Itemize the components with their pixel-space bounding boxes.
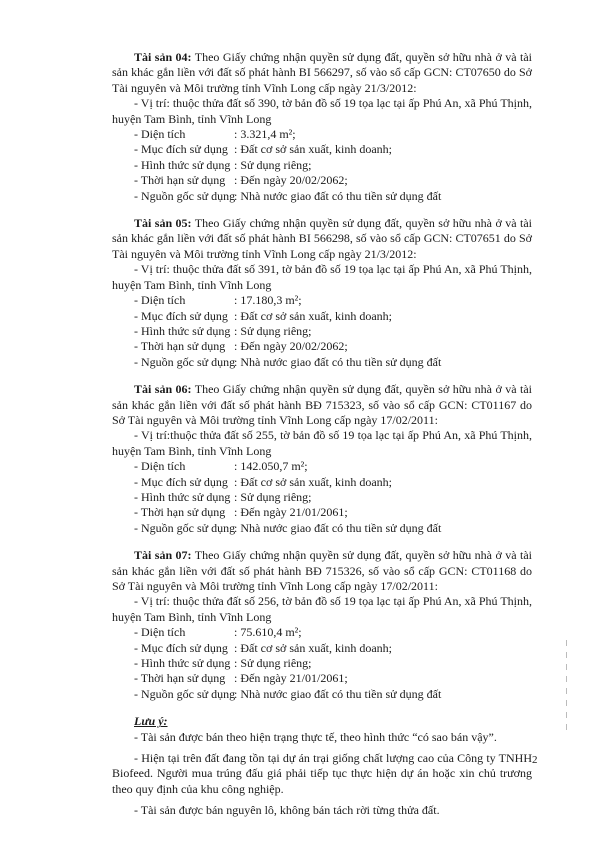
prop-area: - Diện tích : 75.610,4 m²;	[134, 625, 302, 640]
notes-section	[112, 714, 532, 818]
asset-intro: Tài sản 07: Theo Giấy chứng nhận quyền sử dụng đất, quyền sở hữu nhà ở và tài sản khác gắn liền với đất số phát hành BĐ 715326, số vào sổ cấp GCN: CT01168 do Sở Tài nguyên và Môi trường tỉnh Vĩnh Long cấp ngày 17/02/2011:	[112, 548, 532, 593]
asset-intro: Tài sản 06: Theo Giấy chứng nhận quyền sử dụng đất, quyền sở hữu nhà ở và tài sản khác gắn liền với đất số phát hành BĐ 715323, số vào sổ cấp GCN: CT01167 do Sở Tài nguyên và Môi trường tỉnh Vĩnh Long cấp ngày 17/02/2011:	[112, 382, 532, 427]
prop-origin: - Nguồn gốc sử dụng : Nhà nước giao đất có thu tiền sử dụng đất	[134, 188, 442, 203]
prop-form: - Hình thức sử dụng : Sử dụng riêng;	[134, 489, 312, 504]
asset-title: Tài sản 05:	[134, 216, 192, 231]
prop-origin: - Nguồn gốc sử dụng : Nhà nước giao đất có thu tiền sử dụng đất	[134, 520, 442, 535]
asset-intro: Tài sản 04: Theo Giấy chứng nhận quyền sử dụng đất, quyền sở hữu nhà ở và tài sản khác gắn liền với đất số phát hành BI 566297, số vào sổ cấp GCN: CT07650 do Sở Tài nguyên và Môi trường tỉnh Vĩnh Long cấp ngày 21/3/2012:	[112, 50, 532, 95]
asset-location: - Vị trí: thuộc thửa đất số 391, tờ bản đồ số 19 tọa lạc tại ấp Phú An, xã Phú Thịnh, huyện Tam Bình, tỉnh Vĩnh Long	[112, 262, 532, 292]
prop-term: - Thời hạn sử dụng : Đến ngày 21/01/2061;	[134, 671, 348, 686]
prop-area: - Diện tích : 3.321,4 m²;	[134, 127, 296, 142]
note-item: - Tài sản được bán theo hiện trạng thực tế, theo hình thức “có sao bán vậy”.	[134, 729, 497, 744]
prop-area: - Diện tích : 17.180,3 m²;	[134, 293, 302, 308]
asset-title: Tài sản 06:	[134, 382, 192, 397]
asset-title: Tài sản 04:	[134, 50, 192, 64]
binding-marks	[566, 640, 568, 740]
prop-term: - Thời hạn sử dụng : Đến ngày 20/02/2062;	[134, 339, 348, 354]
page-number: 2	[532, 754, 538, 766]
document-page	[112, 50, 532, 825]
prop-form: - Hình thức sử dụng : Sử dụng riêng;	[134, 323, 312, 338]
prop-origin: - Nguồn gốc sử dụng : Nhà nước giao đất có thu tiền sử dụng đất	[134, 354, 442, 369]
prop-origin: - Nguồn gốc sử dụng : Nhà nước giao đất có thu tiền sử dụng đất	[134, 686, 442, 701]
asset-location: - Vị trí: thuộc thửa đất số 256, tờ bản đồ số 19 tọa lạc tại ấp Phú An, xã Phú Thịnh, huyện Tam Bình, tỉnh Vĩnh Long	[112, 594, 532, 624]
asset-04	[112, 50, 532, 204]
prop-purpose: - Mục đích sử dụng : Đất cơ sở sản xuất, kinh doanh;	[134, 640, 392, 655]
prop-form: - Hình thức sử dụng : Sử dụng riêng;	[134, 656, 312, 671]
prop-purpose: - Mục đích sử dụng : Đất cơ sở sản xuất, kinh doanh;	[134, 474, 392, 489]
prop-term: - Thời hạn sử dụng : Đến ngày 21/01/2061;	[134, 505, 348, 520]
asset-title: Tài sản 07:	[134, 548, 192, 563]
prop-area: - Diện tích : 142.050,7 m²;	[134, 459, 308, 474]
asset-location: - Vị trí: thuộc thửa đất số 390, tờ bản đồ số 19 tọa lạc tại ấp Phú An, xã Phú Thịnh, huyện Tam Bình, tỉnh Vĩnh Long	[112, 96, 532, 126]
notes-heading: Lưu ý:	[134, 714, 168, 729]
note-item: - Tài sản được bán nguyên lô, không bán tách rời từng thửa đất.	[134, 803, 440, 818]
asset-intro: Tài sản 05: Theo Giấy chứng nhận quyền sử dụng đất, quyền sở hữu nhà ở và tài sản khác gắn liền với đất số phát hành BI 566298, số vào sổ cấp GCN: CT07651 do Sở Tài nguyên và Môi trường tỉnh Vĩnh Long cấp ngày 21/3/2012:	[112, 216, 532, 261]
asset-06	[112, 382, 532, 536]
asset-location: - Vị trí:thuộc thửa đất số 255, tờ bản đồ số 19 tọa lạc tại ấp Phú An, xã Phú Thịnh, huyện Tam Bình, tỉnh Vĩnh Long	[112, 428, 532, 458]
prop-form: - Hình thức sử dụng : Sử dụng riêng;	[134, 157, 312, 172]
prop-purpose: - Mục đích sử dụng : Đất cơ sở sản xuất, kinh doanh;	[134, 142, 392, 157]
asset-05	[112, 216, 532, 370]
prop-term: - Thời hạn sử dụng : Đến ngày 20/02/2062;	[134, 173, 348, 188]
prop-purpose: - Mục đích sử dụng : Đất cơ sở sản xuất, kinh doanh;	[134, 308, 392, 323]
asset-07	[112, 548, 532, 702]
note-item: - Hiện tại trên đất đang tồn tại dự án trại giống chất lượng cao của Công ty TNHH Biofeed. Người mua trúng đấu giá phải tiếp tục thực hiện dự án hoặc xin chủ trương theo quy định của khu công nghiệp.	[112, 751, 532, 796]
